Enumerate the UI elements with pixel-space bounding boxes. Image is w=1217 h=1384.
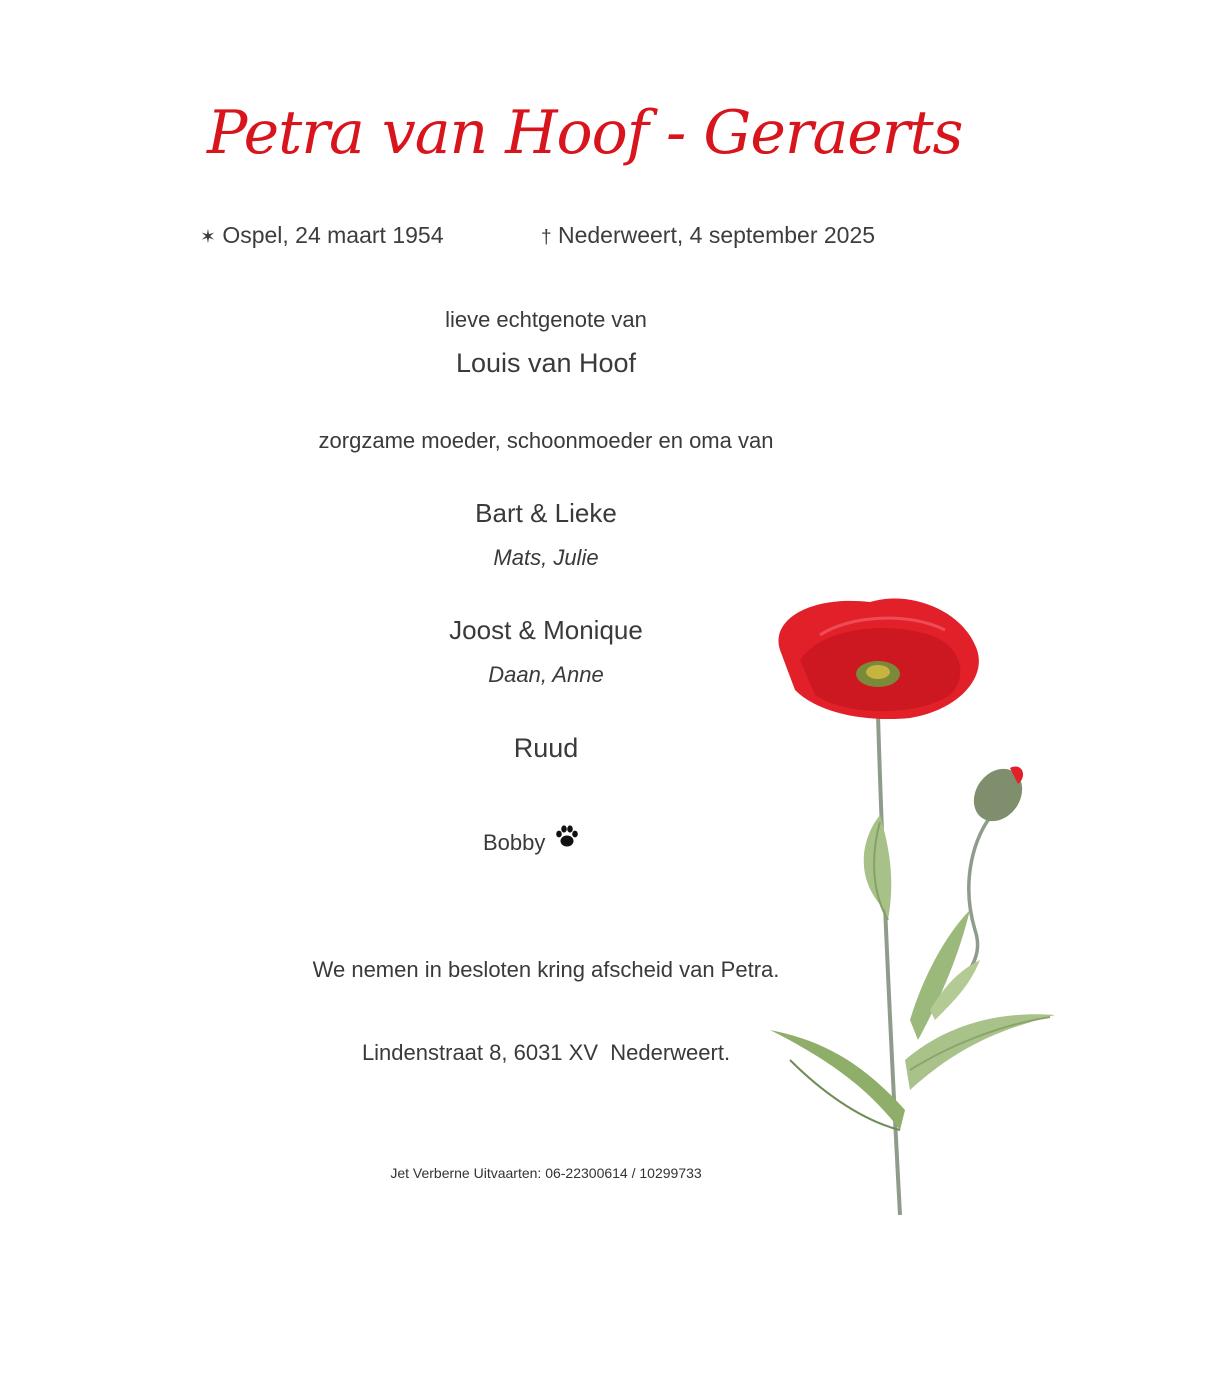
family-grandchildren: Mats, Julie: [493, 545, 599, 570]
paw-icon: [552, 828, 578, 852]
spouse-intro: lieve echtgenote van: [445, 307, 647, 332]
spouse-name: Louis van Hoof: [455, 348, 637, 378]
family-parents: Joost & Monique: [449, 615, 643, 645]
pet-line: [483, 828, 578, 856]
child-name: Ruud: [513, 733, 579, 763]
birth-star-icon: ✶: [200, 227, 216, 248]
farewell-text: We nemen in besloten kring afscheid van Petra.: [312, 957, 780, 982]
pet-name: Bobby: [483, 830, 546, 855]
death-date-line: [541, 222, 875, 249]
family-parents: Bart & Lieke: [475, 498, 617, 528]
death-date: Nederweert, 4 september 2025: [557, 222, 876, 248]
birth-date-line: [200, 222, 444, 249]
poppy-flower-icon: [760, 590, 1080, 1230]
funeral-director-footer: Jet Verberne Uitvaarten: 06-22300614 / 10299733: [390, 1165, 702, 1181]
death-cross-icon: †: [541, 227, 552, 248]
family-grandchildren: Daan, Anne: [488, 662, 604, 687]
children-intro: zorgzame moeder, schoonmoeder en oma van: [318, 428, 774, 453]
birth-date: Ospel, 24 maart 1954: [222, 222, 444, 248]
deceased-name: Petra van Hoof - Geraerts: [207, 98, 963, 168]
address-text: Lindenstraat 8, 6031 XV Nederweert.: [361, 1040, 731, 1065]
